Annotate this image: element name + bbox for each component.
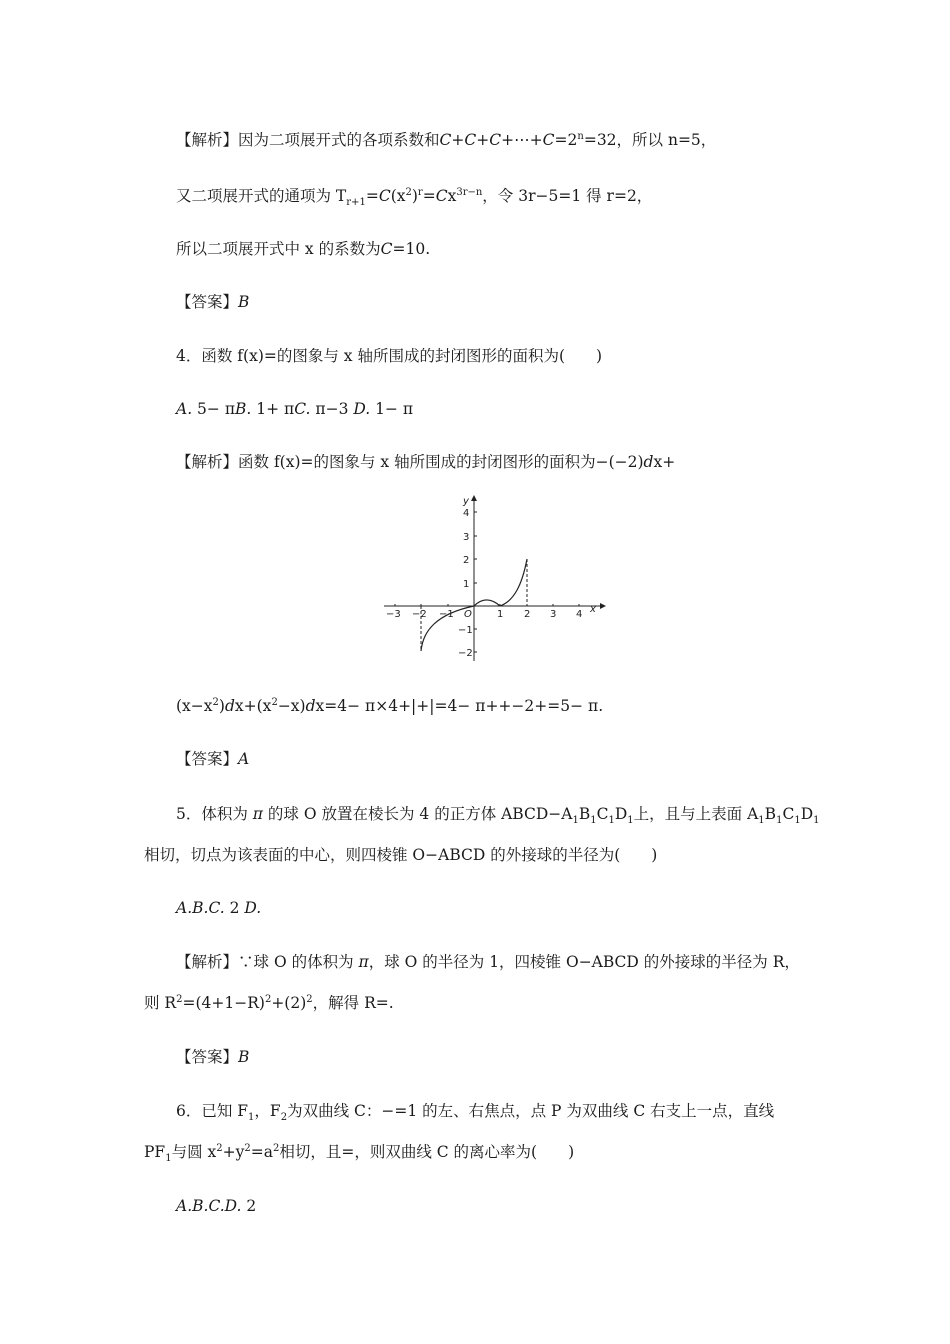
solution-text: 又二项展开式的通项为 T	[176, 187, 347, 205]
exponent: 3r−n	[456, 186, 483, 198]
exponent: 2	[212, 696, 219, 708]
option-label: D.	[244, 899, 262, 917]
x-tick-label: 3	[550, 609, 557, 620]
exponent: 2	[405, 186, 412, 198]
solution-text: =10.	[392, 240, 431, 258]
solution-text: 则 R	[144, 994, 177, 1012]
operator: =	[365, 187, 379, 205]
exponent: 2	[244, 1142, 251, 1154]
subscript: 1	[776, 815, 783, 827]
x-axis-label: x	[590, 604, 596, 615]
y-tick-label: 3	[463, 532, 470, 543]
solution-text: 函数 f(x)=的图象与 x 轴所围成的封闭图形的面积为−(−2)	[238, 453, 644, 471]
pi-symbol: π	[358, 953, 369, 971]
x-tick-label: −3	[386, 609, 401, 620]
solution-text: (x−x	[176, 697, 213, 715]
answer-tag: 【答案】	[176, 1048, 239, 1066]
option-text: 2	[241, 1197, 257, 1215]
q3-solution-line-1	[176, 130, 716, 150]
solution-text: x=4− π×4+|+|=4− π++−2+=5− π.	[315, 697, 604, 715]
option-label: B.	[235, 400, 252, 418]
exponent: 2	[306, 993, 313, 1005]
x-tick-label: −1	[439, 609, 454, 620]
option-text: 2	[224, 899, 245, 917]
option-label: D.	[353, 400, 371, 418]
equation-part: =2	[554, 131, 578, 149]
subscript: 1	[794, 815, 801, 827]
solution-text: x+	[653, 453, 676, 471]
option-text: 1− π	[370, 400, 414, 418]
question-text: C	[596, 805, 609, 823]
y-axis-label: y	[463, 496, 469, 507]
x-tick-label: −2	[412, 609, 427, 620]
solution-text: ，球 O 的半径为 1，四棱锥 O−ABCD 的外接球的半径为 R，	[368, 953, 800, 971]
solution-text: (x	[390, 187, 406, 205]
solution-text: 所以二项展开式中 x 的系数为	[176, 240, 381, 258]
question-text: 5．体积为	[176, 805, 253, 823]
differential: d	[643, 453, 654, 471]
q4-stem	[176, 346, 602, 366]
exponent: n	[577, 130, 584, 142]
q5-options	[176, 898, 261, 918]
exponent: 2	[264, 993, 272, 1005]
option-label: A.	[176, 400, 193, 418]
y-tick-label: −1	[458, 625, 473, 636]
option-text: 5− π	[192, 400, 236, 418]
origin-label: O	[464, 609, 472, 620]
question-text: PF	[144, 1143, 166, 1161]
subscript: 1	[813, 815, 820, 827]
question-text: 为双曲线 C：−=1 的左、右焦点，点 P 为双曲线 C 右支上一点，直线	[287, 1102, 775, 1120]
solution-text: =(4+1−R)	[182, 994, 265, 1012]
coefficient: C	[464, 131, 477, 149]
q3-solution-line-3	[176, 239, 430, 259]
solution-text: )	[218, 697, 225, 715]
exponent: r	[417, 186, 423, 198]
operator: =	[422, 187, 436, 205]
option-text: 1+ π	[251, 400, 295, 418]
question-text: 上，且与上表面 A	[633, 805, 759, 823]
y-tick-label: 2	[463, 555, 470, 566]
coefficient: C	[380, 240, 393, 258]
differential: d	[224, 697, 235, 715]
question-text: 相切，切点为该表面的中心，则四棱锥 O−ABCD 的外接球的半径为( )	[144, 846, 658, 864]
question-text: +y	[222, 1143, 245, 1161]
subscript: 1	[608, 815, 615, 827]
operator: +	[451, 131, 465, 149]
x-axis-arrow	[600, 603, 606, 609]
q3-solution-line-2	[176, 186, 653, 209]
solution-text: +(2)	[271, 994, 307, 1012]
question-text: 相切，且=，则双曲线 C 的离心率为( )	[279, 1143, 575, 1161]
solution-tag: 【解析】	[176, 953, 239, 971]
question-text: 与圆 x	[171, 1143, 217, 1161]
operator: +⋯+	[501, 131, 543, 149]
exponent: 2	[216, 1142, 223, 1154]
q4-solution-line-1	[176, 452, 675, 472]
subscript: 2	[280, 1112, 288, 1124]
solution-text: −x)	[277, 697, 306, 715]
question-text: B	[764, 805, 777, 823]
option-labels: A.B.C.	[176, 899, 225, 917]
y-tick-label: 4	[463, 508, 470, 519]
question-text: =a	[250, 1143, 273, 1161]
q4-answer	[176, 749, 249, 769]
function-graph	[378, 493, 608, 665]
operator: +	[476, 131, 490, 149]
exponent: 2	[176, 993, 183, 1005]
q5-solution-line-1	[176, 952, 800, 972]
x-tick-label: 1	[497, 609, 504, 620]
subscript: 1	[572, 815, 579, 827]
question-text: C	[782, 805, 795, 823]
q6-stem-line-1	[176, 1101, 775, 1124]
equation-part: =32，所以 n=5，	[583, 131, 717, 149]
curve-right	[500, 559, 527, 606]
subscript: 1	[590, 815, 597, 827]
q5-solution-line-2	[144, 993, 394, 1013]
option-labels: A.B.C.D.	[176, 1197, 242, 1215]
solution-tag: 【解析】	[176, 131, 239, 149]
question-text: B	[578, 805, 591, 823]
subscript: 1	[758, 815, 765, 827]
differential: d	[305, 697, 316, 715]
q6-options	[176, 1196, 256, 1216]
solution-text: ，令 3r−5=1 得 r=2，	[482, 187, 653, 205]
coefficient: C	[439, 131, 452, 149]
answer-value: B	[238, 1048, 250, 1066]
q6-stem-line-2	[144, 1142, 575, 1165]
answer-tag: 【答案】	[176, 293, 239, 311]
subscript: 1	[165, 1153, 172, 1165]
subscript: r+1	[346, 197, 366, 209]
q4-solution-line-2	[176, 696, 603, 716]
question-text: D	[800, 805, 814, 823]
curve-middle	[474, 600, 500, 606]
coefficient: C	[489, 131, 502, 149]
q5-stem-line-1	[176, 804, 820, 827]
subscript: 1	[248, 1112, 255, 1124]
question-text: D	[614, 805, 628, 823]
exponent: 2	[271, 696, 278, 708]
option-label: C.	[294, 400, 311, 418]
pi-symbol: π	[252, 805, 263, 823]
x-tick-label: 2	[524, 609, 531, 620]
q5-answer	[176, 1047, 249, 1067]
solution-text: ，解得 R=.	[312, 994, 394, 1012]
option-text: π−3	[310, 400, 354, 418]
answer-tag: 【答案】	[176, 750, 239, 768]
solution-text: )	[411, 187, 418, 205]
solution-tag: 【解析】	[176, 453, 239, 471]
q3-answer	[176, 292, 249, 312]
solution-text: x	[447, 187, 457, 205]
question-text: ，F	[254, 1102, 281, 1120]
question-text: 6．已知 F	[176, 1102, 249, 1120]
exponent: 2	[272, 1142, 280, 1154]
answer-value: A	[238, 750, 250, 768]
solution-text: 因为二项展开式的各项系数和	[238, 131, 440, 149]
subscript: 1	[627, 815, 634, 827]
q5-stem-line-2	[144, 845, 657, 865]
question-text: 4．函数 f(x)=的图象与 x 轴所围成的封闭图形的面积为( )	[176, 347, 603, 365]
coefficient: C	[435, 187, 448, 205]
x-tick-label: 4	[576, 609, 583, 620]
coefficient: C	[378, 187, 391, 205]
solution-text: x+(x	[234, 697, 272, 715]
answer-value: B	[238, 293, 250, 311]
y-tick-label: 1	[463, 579, 470, 590]
q4-options	[176, 399, 413, 419]
question-text: 的球 O 放置在棱长为 4 的正方体 ABCD−A	[262, 805, 573, 823]
y-tick-label: −2	[458, 648, 473, 659]
coefficient: C	[542, 131, 555, 149]
y-axis-arrow	[471, 495, 477, 501]
solution-text: ∵球 O 的体积为	[238, 953, 359, 971]
